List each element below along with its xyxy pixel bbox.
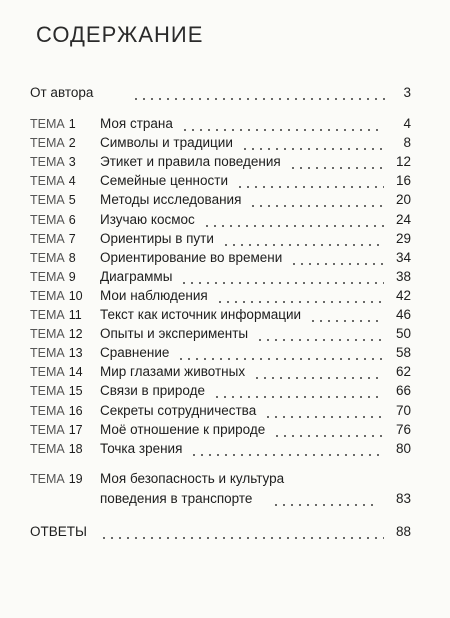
topic-title: Символы и традиции	[100, 135, 233, 151]
topic-title: Точка зрения	[100, 440, 183, 456]
topic-page: 58	[395, 345, 411, 361]
leader-dots	[256, 339, 384, 341]
answers-page: 88	[395, 524, 411, 539]
leader-dots	[100, 537, 384, 539]
topic-title: Сравнение	[100, 345, 170, 361]
topic-page: 50	[395, 326, 411, 342]
topic-title: Методы исследования	[100, 192, 242, 208]
topic-number: ТЕМА 3	[30, 155, 76, 170]
topic-number: ТЕМА 4	[30, 174, 76, 189]
topic-title: Моё отношение к природе	[100, 421, 266, 437]
topic-title: Текст как источник информации	[100, 307, 302, 322]
topic-number: ТЕМА 15	[30, 384, 83, 399]
leader-dots	[290, 263, 384, 265]
leader-dots	[180, 282, 384, 284]
leader-dots	[222, 244, 384, 246]
topic-number: ТЕМА 2	[30, 136, 76, 151]
topic-page: 4	[403, 116, 411, 131]
leader-dots	[177, 358, 384, 360]
topic-number: ТЕМА 12	[30, 327, 83, 342]
toc-entry-intro[interactable]	[0, 85, 450, 107]
topic-title: Опыты и эксперименты	[100, 326, 249, 342]
topic-number: ТЕМА 11	[30, 308, 82, 322]
leader-dots	[203, 225, 384, 227]
topic-title-line-2: поведения в транспорте	[100, 491, 253, 506]
topic-title: Ориентиры в пути	[100, 230, 214, 246]
leader-dots	[249, 205, 384, 207]
topic-page: 83	[395, 491, 411, 506]
toc-entry-topic-19[interactable]	[0, 471, 450, 511]
leader-dots	[253, 377, 384, 379]
leader-dots	[241, 148, 384, 150]
leader-dots	[132, 98, 386, 100]
page-title: СОДЕРЖАНИЕ	[36, 22, 204, 47]
topic-number: ТЕМА 8	[30, 250, 76, 265]
topic-page: 80	[395, 440, 411, 456]
topic-page: 62	[395, 364, 411, 380]
topic-number: ТЕМА 6	[30, 212, 76, 227]
topic-number: ТЕМА 10	[30, 288, 83, 303]
topic-page: 12	[395, 154, 411, 170]
topic-page: 42	[395, 287, 411, 303]
leader-dots	[190, 454, 384, 456]
topic-page: 34	[395, 249, 411, 265]
topic-page: 66	[395, 383, 411, 399]
topic-page: 20	[395, 192, 411, 208]
topic-number: ТЕМА 17	[30, 422, 83, 437]
toc-entry-topic-18[interactable]	[0, 441, 450, 463]
topic-number: ТЕМА 16	[30, 403, 83, 418]
topic-number: ТЕМА 18	[30, 441, 83, 456]
topic-number: ТЕМА 19	[30, 472, 83, 486]
topic-title: Моя страна	[100, 116, 173, 131]
leader-dots	[289, 167, 384, 169]
intro-label: От автора	[30, 85, 94, 100]
leader-dots	[273, 435, 384, 437]
topic-title: Этикет и правила поведения	[100, 154, 281, 170]
topic-number: ТЕМА 14	[30, 365, 83, 380]
topic-title: Семейные ценности	[100, 173, 228, 189]
topic-title-line-1: Моя безопасность и культура	[100, 471, 285, 486]
topic-page: 16	[395, 173, 411, 189]
topic-title: Секреты сотрудничества	[100, 402, 257, 418]
topic-number: ТЕМА 1	[30, 117, 76, 131]
topic-number: ТЕМА 9	[30, 269, 76, 284]
leader-dots	[264, 416, 384, 418]
leader-dots	[236, 186, 384, 188]
answers-label: ОТВЕТЫ	[30, 524, 87, 539]
topic-number: ТЕМА 13	[30, 346, 83, 361]
intro-page: 3	[403, 85, 411, 100]
topic-page: 38	[395, 268, 411, 284]
leader-dots	[181, 129, 384, 131]
topic-title: Мои наблюдения	[100, 287, 208, 303]
topic-page: 24	[395, 211, 411, 227]
leader-dots	[272, 504, 376, 506]
topic-number: ТЕМА 7	[30, 231, 76, 246]
leader-dots	[216, 301, 384, 303]
topic-number: ТЕМА 5	[30, 193, 76, 208]
topic-page: 70	[395, 402, 411, 418]
topic-page: 46	[395, 307, 411, 322]
topic-title: Диаграммы	[100, 268, 173, 284]
topic-title: Изучаю космос	[100, 211, 195, 227]
topic-title: Ориентирование во времени	[100, 249, 283, 265]
topic-page: 76	[395, 421, 411, 437]
topic-page: 29	[395, 230, 411, 246]
topic-page: 8	[403, 135, 411, 151]
topic-title: Мир глазами животных	[100, 364, 246, 380]
toc-entry-answers[interactable]	[0, 524, 450, 546]
leader-dots	[309, 320, 384, 322]
leader-dots	[213, 396, 384, 398]
topic-title: Связи в природе	[100, 383, 205, 399]
